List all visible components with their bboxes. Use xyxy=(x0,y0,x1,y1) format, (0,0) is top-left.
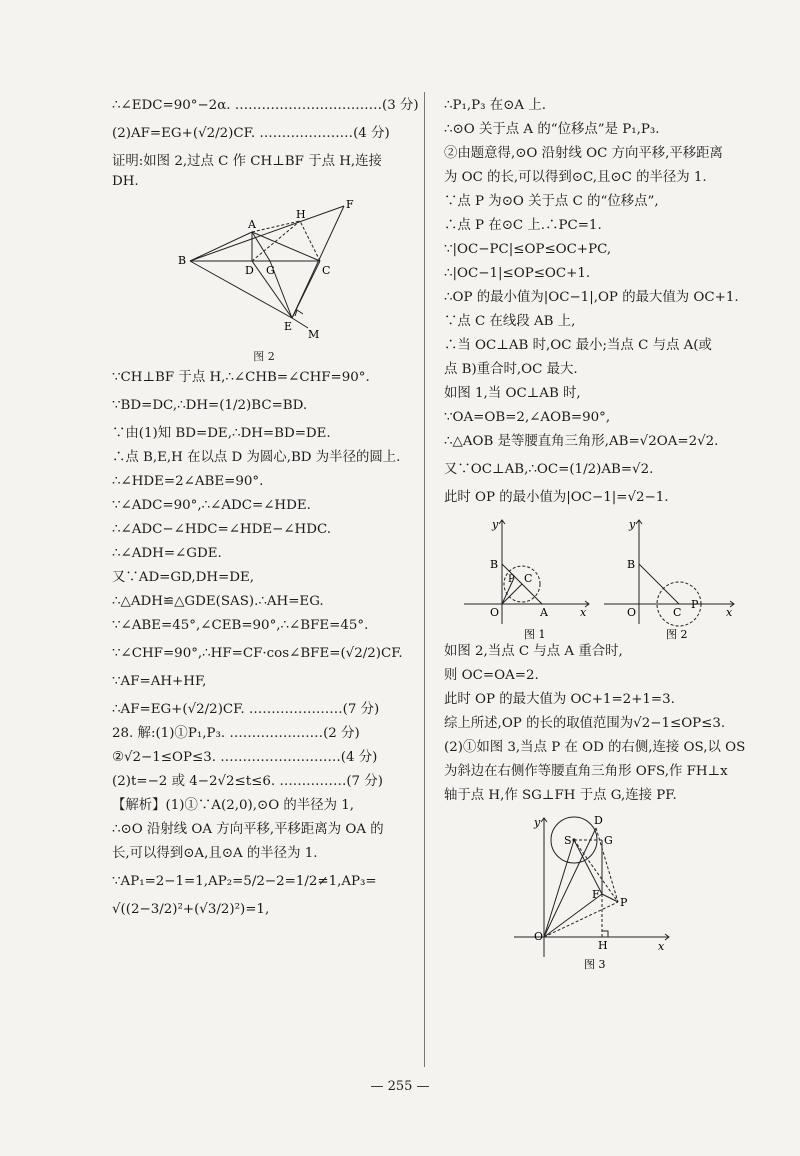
fig1-label-x: x xyxy=(580,606,587,619)
fig2-label-M: M xyxy=(308,328,320,341)
text-line: 28. 解:(1)①P₁,P₃. …………………(2 分) xyxy=(112,726,360,741)
page-number: — 255 — xyxy=(370,1079,430,1094)
text-line: 综上所述,OP 的长的取值范围为√2−1≤OP≤3. xyxy=(444,716,726,731)
text-line: ∵∠ADC=90°,∴∠ADC=∠HDE. xyxy=(112,498,311,513)
text-line: DH. xyxy=(112,174,139,189)
text-line: ∵点 C 在线段 AB 上, xyxy=(444,314,576,329)
text-line: ∴∠EDC=90°−2α. ……………………………(3 分) xyxy=(112,98,419,113)
text-line: 为 OC 的长,可以得到⊙C,且⊙C 的半径为 1. xyxy=(444,170,707,185)
text-line: ∵AF=AH+HF, xyxy=(112,674,207,689)
text-line: ∵由(1)知 BD=DE,∴DH=BD=DE. xyxy=(112,426,331,441)
fig2b-label-O: O xyxy=(627,606,637,619)
fig2-label-C: C xyxy=(322,264,331,277)
fig1-label-y: y xyxy=(492,518,499,531)
text-line: 此时 OP 的最小值为|OC−1|=√2−1. xyxy=(444,490,669,505)
fig2b-label-x: x xyxy=(726,606,733,619)
left-column xyxy=(112,96,419,920)
text-line: ②√2−1≤OP≤3. ………………………(4 分) xyxy=(112,750,378,765)
fig2-label-H: H xyxy=(296,208,306,221)
text-line: ∴点 B,E,H 在以点 D 为圆心,BD 为半径的圆上. xyxy=(112,450,401,465)
fig3-label-S: S xyxy=(564,834,572,847)
text-line: ∴△AOB 是等腰直角三角形,AB=√2OA=2√2. xyxy=(444,434,719,449)
figure-caption: 图 2 xyxy=(253,350,275,363)
text-line: ∴|OC−1|≤OP≤OC+1. xyxy=(444,266,591,281)
text-line: 点 B)重合时,OC 最大. xyxy=(444,362,578,377)
column-divider xyxy=(424,92,425,1067)
text-line: 证明:如图 2,过点 C 作 CH⊥BF 于点 H,连接 xyxy=(112,154,382,169)
fig3-label-G: G xyxy=(604,834,613,847)
text-line: ∴⊙O 沿射线 OA 方向平移,平移距离为 OA 的 xyxy=(112,822,384,837)
text-line: ∵OA=OB=2,∠AOB=90°, xyxy=(444,410,611,425)
text-line: ∴△ADH≌△GDE(SAS).∴AH=EG. xyxy=(112,594,324,609)
figure-3 xyxy=(444,812,744,976)
text-line: ∴∠HDE=2∠ABE=90°. xyxy=(112,474,264,489)
text-line: ∴当 OC⊥AB 时,OC 最小;当点 C 与点 A(或 xyxy=(444,338,712,353)
fig3-label-D: D xyxy=(594,814,603,827)
text-line: ∵|OC−PC|≤OP≤OC+PC, xyxy=(444,242,612,257)
text-line: ∵BD=DC,∴DH=(1/2)BC=BD. xyxy=(112,398,308,413)
text-line: 长,可以得到⊙A,且⊙A 的半径为 1. xyxy=(112,846,318,861)
fig2-label-E: E xyxy=(284,320,293,333)
text-line: (2)①如图 3,当点 P 在 OD 的右侧,连接 OS,以 OS xyxy=(444,740,746,755)
fig3-label-x: x xyxy=(658,940,665,953)
fig2-label-F: F xyxy=(346,198,354,211)
fig2-label-D: D xyxy=(245,264,254,277)
text-line: 则 OC=OA=2. xyxy=(444,668,539,683)
fig2-label-B: B xyxy=(178,254,187,267)
fig2b-caption: 图 2 xyxy=(666,628,688,641)
fig3-label-H: H xyxy=(598,939,608,952)
fig3-label-F: F xyxy=(592,888,600,901)
text-line: ∴点 P 在⊙C 上.∴PC=1. xyxy=(444,218,602,233)
text-line: (2)t=−2 或 4−2√2≤t≤6. ……………(7 分) xyxy=(112,774,383,789)
fig1-label-P: P xyxy=(508,574,515,585)
figure-2-triangle xyxy=(112,196,416,364)
text-line: 此时 OP 的最大值为 OC+1=2+1=3. xyxy=(444,692,675,707)
fig3-caption: 图 3 xyxy=(584,958,606,971)
text-line: 如图 1,当 OC⊥AB 时, xyxy=(444,386,581,401)
text-line: (2)AF=EG+(√2/2)CF. …………………(4 分) xyxy=(112,126,390,141)
text-line: ∵CH⊥BF 于点 H,∴∠CHB=∠CHF=90°. xyxy=(112,370,370,385)
text-line: 为斜边在右侧作等腰直角三角形 OFS,作 FH⊥x xyxy=(444,764,728,779)
text-line: ∵∠CHF=90°,∴HF=CF·cos∠BFE=(√2/2)CF. xyxy=(112,646,403,661)
fig1-label-A: A xyxy=(540,606,548,619)
fig2b-label-P: P xyxy=(691,598,699,611)
text-line: 【解析】(1)①∵A(2,0),⊙O 的半径为 1, xyxy=(112,798,355,813)
fig2-label-G: G xyxy=(266,264,275,277)
fig1-label-O: O xyxy=(490,606,500,619)
text-line: √((2−3/2)²+(√3/2)²)=1, xyxy=(112,902,270,917)
text-line: ∴AF=EG+(√2/2)CF. …………………(7 分) xyxy=(112,702,380,717)
fig1-label-C: C xyxy=(524,572,533,585)
text-line: 又∵AD=GD,DH=DE, xyxy=(112,570,255,585)
text-line: 如图 2,当点 C 与点 A 重合时, xyxy=(444,644,623,659)
figure-1-2-coordinates xyxy=(444,512,744,642)
text-line: ∵点 P 为⊙O 关于点 C 的“位移点”, xyxy=(444,194,659,209)
fig2b-label-C: C xyxy=(673,606,682,619)
text-line: ∵AP₁=2−1=1,AP₂=5/2−2=1/2≠1,AP₃= xyxy=(112,874,377,889)
figures-1-2-row xyxy=(444,512,744,642)
text-line: ②由题意得,⊙O 沿射线 OC 方向平移,平移距离 xyxy=(444,146,723,161)
text-line: ∴∠ADC−∠HDC=∠HDE−∠HDC. xyxy=(112,522,331,537)
fig1-label-B: B xyxy=(490,558,499,571)
text-line: ∴∠ADH=∠GDE. xyxy=(112,546,222,561)
right-column xyxy=(444,96,744,976)
fig2-label-A: A xyxy=(248,218,256,231)
text-line: ∵∠ABE=45°,∠CEB=90°,∴∠BFE=45°. xyxy=(112,618,369,633)
fig2b-label-B: B xyxy=(627,558,636,571)
text-line: ∴P₁,P₃ 在⊙A 上. xyxy=(444,98,546,113)
fig3-label-O: O xyxy=(534,930,544,943)
fig3-label-P: P xyxy=(620,896,628,909)
fig1-caption: 图 1 xyxy=(524,628,546,641)
text-line: ∴OP 的最小值为|OC−1|,OP 的最大值为 OC+1. xyxy=(444,290,739,305)
text-line: ∴⊙O 关于点 A 的“位移点”是 P₁,P₃. xyxy=(444,122,660,137)
text-line: 又∵OC⊥AB,∴OC=(1/2)AB=√2. xyxy=(444,462,654,477)
fig3-label-y: y xyxy=(534,816,541,829)
text-line: 轴于点 H,作 SG⊥FH 于点 G,连接 PF. xyxy=(444,788,677,803)
fig2b-label-y: y xyxy=(629,518,636,531)
